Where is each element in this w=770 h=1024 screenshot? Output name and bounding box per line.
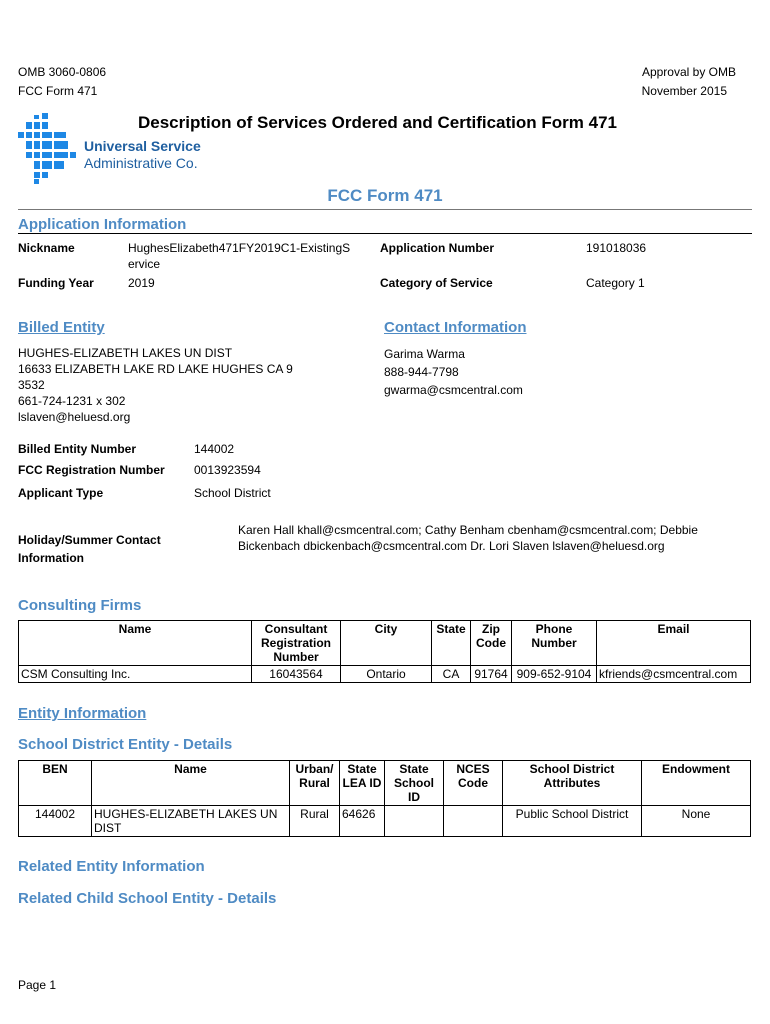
billed-entity-heading: Billed Entity: [18, 319, 105, 336]
nickname-value-line2: ervice: [128, 257, 161, 271]
billed-entity-address-line1: 16633 ELIZABETH LAKE RD LAKE HUGHES CA 9: [18, 362, 293, 376]
col-header-urban-line2: Rural: [299, 776, 330, 790]
col-header-crn-line2: Registration: [260, 636, 331, 650]
col-header-endowment: Endowment: [642, 761, 751, 806]
col-header-phone-line1: Phone: [535, 622, 573, 636]
cell-lea: 64626: [340, 806, 385, 837]
application-info-divider: [18, 233, 752, 234]
consulting-firms-heading: Consulting Firms: [18, 597, 142, 614]
cell-ssid: [385, 806, 444, 837]
holiday-contact-label: [18, 531, 161, 567]
table-header-row: [19, 761, 751, 806]
consulting-firms-table: [18, 620, 751, 683]
cell-name-line2: DIST: [94, 821, 122, 835]
cell-phone: 909-652-9104: [512, 666, 597, 683]
form-title: FCC Form 471: [327, 186, 443, 205]
category-value: Category 1: [586, 276, 645, 290]
page-number: Page 1: [18, 978, 57, 992]
cell-urban: Rural: [290, 806, 340, 837]
col-header-nces: [444, 761, 503, 806]
col-header-crn-line1: Consultant: [264, 622, 328, 636]
cell-state: CA: [432, 666, 471, 683]
col-header-crn: [252, 621, 341, 666]
school-district-table: [18, 760, 751, 837]
application-number-label: Application Number: [380, 241, 495, 255]
col-header-phone: [512, 621, 597, 666]
holiday-contact-value-line2: Bickenbach dbickenbach@csmcentral.com Dr. Lori Slaven lslaven@heluesd.org: [238, 539, 665, 553]
cell-name-line1: HUGHES-ELIZABETH LAKES UN: [94, 807, 278, 821]
application-info-heading: Application Information: [18, 216, 187, 233]
col-header-name: Name: [19, 621, 252, 666]
omb-number: OMB 3060-0806: [18, 65, 107, 79]
col-header-city: City: [341, 621, 432, 666]
page-title: Description of Services Ordered and Certification Form 471: [138, 113, 617, 132]
form-date: November 2015: [641, 84, 727, 98]
col-header-crn-line3: Number: [273, 650, 319, 664]
entity-info-heading: Entity Information: [18, 705, 147, 722]
nickname-label: Nickname: [18, 241, 75, 255]
col-header-nces-line2: Code: [458, 776, 488, 790]
col-header-attributes: [503, 761, 642, 806]
applicant-type-value: School District: [194, 486, 271, 500]
col-header-attributes-line2: Attributes: [543, 776, 601, 790]
col-header-attributes-line1: School District: [529, 762, 615, 776]
col-header-ssid-line3: ID: [408, 790, 420, 804]
col-header-zip-line1: Zip: [482, 622, 500, 636]
logo-text: [84, 138, 201, 172]
col-header-ssid: [385, 761, 444, 806]
cell-ben: 144002: [19, 806, 92, 837]
holiday-contact-value: [238, 522, 698, 554]
col-header-lea: [340, 761, 385, 806]
billed-entity-number-value: 144002: [194, 442, 235, 456]
billed-entity-block: [18, 345, 293, 425]
usac-logo: [16, 113, 80, 185]
related-child-heading: Related Child School Entity - Details: [18, 890, 277, 907]
col-header-name: Name: [92, 761, 290, 806]
col-header-email: Email: [597, 621, 751, 666]
contact-block: [384, 345, 523, 399]
cell-nces: [444, 806, 503, 837]
col-header-lea-line2: LEA ID: [342, 776, 382, 790]
fcc-registration-label: FCC Registration Number: [18, 463, 165, 477]
logo-line-2: Administrative Co.: [84, 155, 198, 171]
category-label: Category of Service: [380, 276, 493, 290]
contact-info-heading: Contact Information: [384, 319, 527, 336]
cell-crn: 16043564: [252, 666, 341, 683]
col-header-ssid-line2: School: [393, 776, 434, 790]
cell-name: CSM Consulting Inc.: [19, 666, 252, 683]
omb-approval: Approval by OMB: [641, 65, 736, 79]
related-entity-heading: Related Entity Information: [18, 858, 205, 875]
nickname-value-line1: HughesElizabeth471FY2019C1-ExistingS: [128, 241, 351, 255]
holiday-contact-label-line1: Holiday/Summer Contact: [18, 533, 161, 547]
funding-year-value: 2019: [128, 276, 155, 290]
billed-entity-phone: 661-724-1231 x 302: [18, 394, 126, 408]
cell-attributes: Public School District: [503, 806, 642, 837]
applicant-type-label: Applicant Type: [18, 486, 104, 500]
col-header-phone-line2: Number: [531, 636, 577, 650]
col-header-zip: [471, 621, 512, 666]
cell-city: Ontario: [341, 666, 432, 683]
holiday-contact-value-line1: Karen Hall khall@csmcentral.com; Cathy Benham cbenham@csmcentral.com; Debbie: [238, 523, 698, 537]
billed-entity-number-label: Billed Entity Number: [18, 442, 137, 456]
table-row: [19, 806, 751, 837]
col-header-urban: [290, 761, 340, 806]
cell-email: kfriends@csmcentral.com: [597, 666, 751, 683]
billed-entity-address-line2: 3532: [18, 378, 45, 392]
contact-email: gwarma@csmcentral.com: [384, 383, 523, 397]
contact-phone: 888-944-7798: [384, 365, 459, 379]
col-header-urban-line1: Urban/: [295, 762, 334, 776]
col-header-lea-line1: State: [347, 762, 377, 776]
title-divider: [18, 209, 752, 210]
col-header-ben: BEN: [19, 761, 92, 806]
logo-line-1: Universal Service: [84, 138, 201, 154]
cell-endowment: None: [642, 806, 751, 837]
col-header-ssid-line1: State: [399, 762, 429, 776]
col-header-nces-line1: NCES: [456, 762, 490, 776]
billed-entity-email: lslaven@heluesd.org: [18, 410, 131, 424]
application-number-value: 191018036: [586, 241, 647, 255]
billed-entity-name: HUGHES-ELIZABETH LAKES UN DIST: [18, 346, 233, 360]
table-header-row: [19, 621, 751, 666]
col-header-zip-line2: Code: [476, 636, 506, 650]
usac-logo-mark-icon: [16, 113, 80, 185]
holiday-contact-label-line2: Information: [18, 551, 84, 565]
fcc-registration-value: 0013923594: [194, 463, 261, 477]
school-district-heading: School District Entity - Details: [18, 736, 233, 753]
form-id: FCC Form 471: [18, 84, 98, 98]
contact-name: Garima Warma: [384, 347, 465, 361]
cell-zip: 91764: [471, 666, 512, 683]
cell-name: [92, 806, 290, 837]
col-header-state: State: [432, 621, 471, 666]
funding-year-label: Funding Year: [18, 276, 94, 290]
table-row: [19, 666, 751, 683]
